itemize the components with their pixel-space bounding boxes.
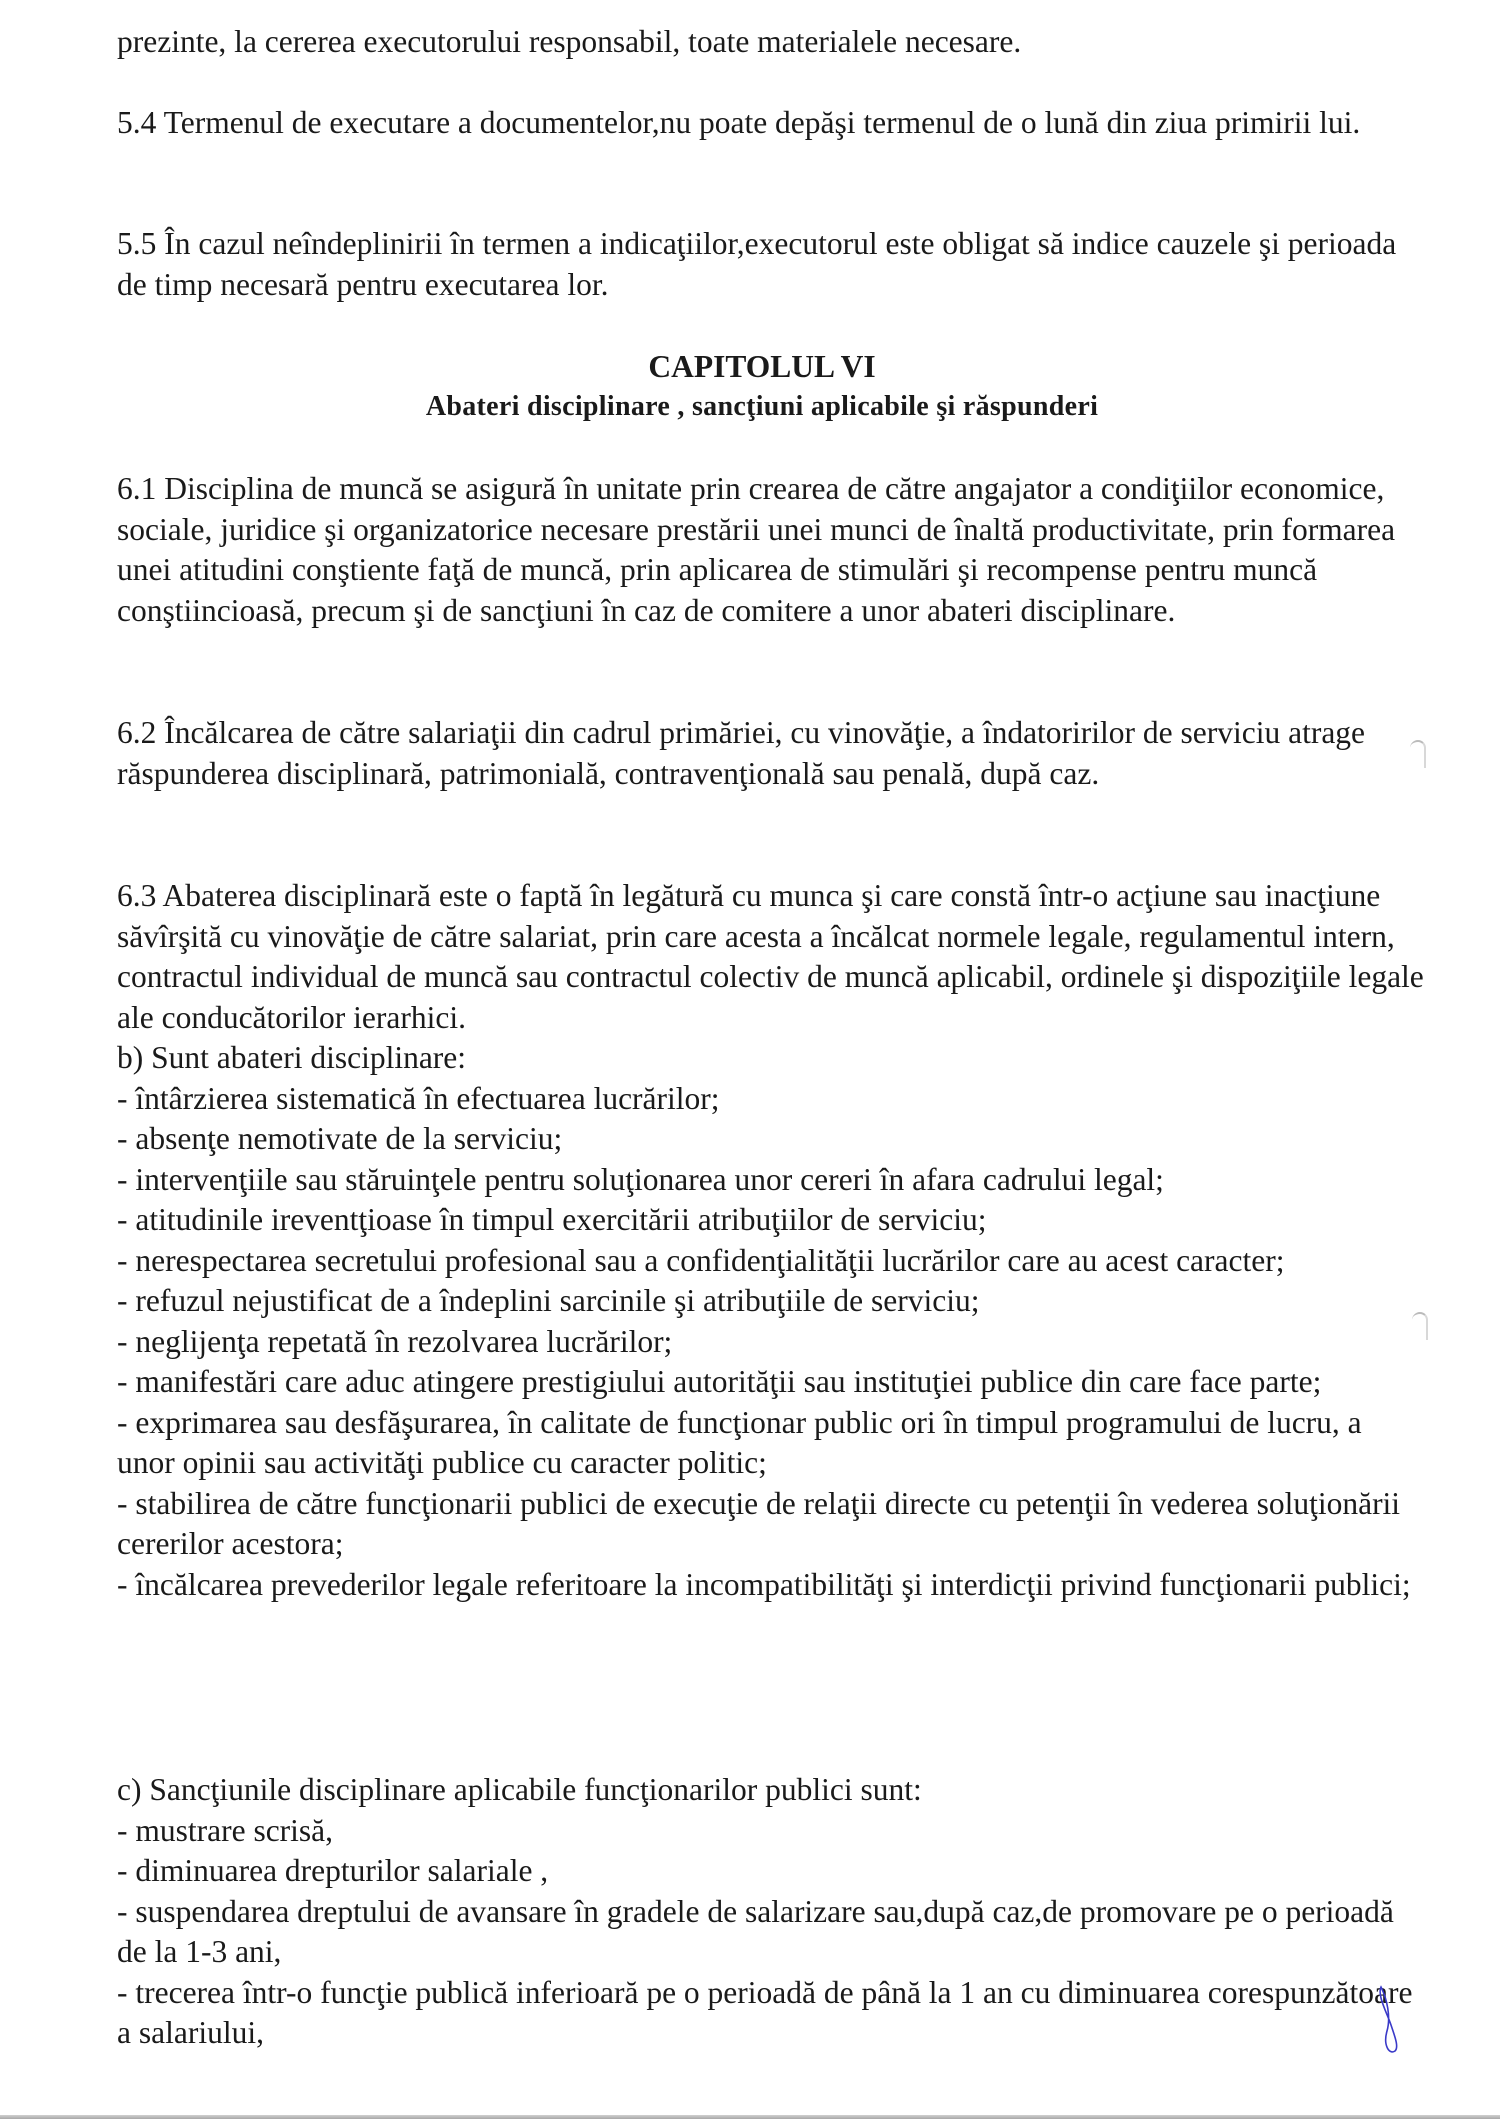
list-b xyxy=(117,1038,1417,1605)
paragraph-6-1-text: 6.1 Disciplina de muncă se asigură în unitate prin crearea de către angajator a condiţiilor economice, sociale, juridice şi organizatorice necesare prestării unei munci de înaltă productivitate, prin formarea unei atitudini conştiente faţă de muncă, prin aplicarea de stimulări şi recompense pentru muncă conştiincioasă, precum şi de sancţiuni în caz de comitere a unor abateri disciplinare. xyxy=(117,471,1396,628)
list-item: - mustrare scrisă, xyxy=(117,1812,334,1848)
list-item: - suspendarea dreptului de avansare în gradele de salarizare sau,după caz,de promovare pe o perioadă de la 1-3 ani, xyxy=(117,1893,1394,1969)
scan-margin-mark xyxy=(1410,740,1426,768)
list-item: - stabilirea de către funcţionarii publici de execuţie de relaţii directe cu petenţii în vederea soluţionării cererilor acestora; xyxy=(117,1485,1401,1561)
scan-margin-mark xyxy=(1412,1312,1428,1340)
list-item: - diminuarea drepturilor salariale , xyxy=(117,1853,549,1888)
list-item: - întârzierea sistematică în efectuarea lucrărilor; xyxy=(117,1080,720,1116)
list-item: - trecerea într-o funcţie publică inferioară pe o perioadă de până la 1 an cu diminuarea corespunzătoare a salariului, xyxy=(117,1974,1413,2050)
list-item: - exprimarea sau desfăşurarea, în calitate de funcţionar public ori în timpul programului de lucru, a unor opinii sau activităţi publice cu caracter politic; xyxy=(117,1404,1362,1480)
signature-stroke xyxy=(1380,1987,1397,2052)
list-item: - atitudinile ireventţioase în timpul exercitării atribuţiilor de serviciu; xyxy=(117,1202,987,1237)
paragraph-5-4 xyxy=(117,103,1417,144)
list-c-heading: c) Sancţiunile disciplinare aplicabile funcţionarilor publici sunt: xyxy=(117,1772,922,1807)
intro-paragraph xyxy=(117,22,1407,63)
paragraph-6-3-text: 6.3 Abaterea disciplinară este o faptă în legătură cu munca şi care constă într-o acţiune sau inacţiune săvîrşită cu vinovăţie de către salariat, prin care acesta a încălcat normele legale, regulamentul intern, contractul individual de muncă sau contractul colectiv de muncă aplicabil, ordinele şi dispoziţiile legale ale conducătorilor ierarhici. xyxy=(117,878,1424,1035)
paragraph-6-2-text: 6.2 Încălcarea de către salariaţii din cadrul primăriei, cu vinovăţie, a îndatoririlor de serviciu atrage răspunderea disciplinară, patrimonială, contravenţională sau penală, după caz. xyxy=(117,715,1366,791)
list-c xyxy=(117,1770,1427,2054)
paragraph-5-5-text: 5.5 În cazul neîndeplinirii în termen a indicaţiilor,executorul este obligat să indice cauzele şi perioada de timp necesară pentru executarea lor. xyxy=(117,226,1397,302)
list-item: - nerespectarea secretului profesional sau a confidenţialităţii lucrărilor care au acest caracter; xyxy=(117,1242,1285,1278)
handwritten-initial-signature xyxy=(1375,1985,1405,2055)
intro-line: prezinte, la cererea executorului responsabil, toate materialele necesare. xyxy=(117,24,1022,59)
list-item: - neglijenţa repetată în rezolvarea lucrărilor; xyxy=(117,1323,673,1359)
paragraph-6-1 xyxy=(117,469,1417,631)
list-item: - încălcarea prevederilor legale referitoare la incompatibilităţi şi interdicţii privind funcţionarii publici; xyxy=(117,1566,1411,1602)
chapter-subtitle: Abateri disciplinare , sancţiuni aplicabile şi răspunderi xyxy=(425,391,1099,422)
paragraph-6-2 xyxy=(117,713,1407,794)
paragraph-5-4-text: 5.4 Termenul de executare a documentelor,nu poate depăşi termenul de o lună din ziua primirii lui. xyxy=(117,105,1361,140)
list-b-heading: b) Sunt abateri disciplinare: xyxy=(117,1040,467,1075)
list-item: - refuzul nejustificat de a îndeplini sarcinile şi atribuţiile de serviciu; xyxy=(117,1283,980,1318)
chapter-title: CAPITOLUL VI xyxy=(648,349,876,384)
list-item: - manifestări care aduc atingere prestigiului autorităţii sau instituţiei publice din care face parte; xyxy=(117,1364,1322,1399)
paragraph-6-3 xyxy=(117,876,1437,1038)
list-item: - absenţe nemotivate de la serviciu; xyxy=(117,1121,563,1156)
paragraph-5-5 xyxy=(117,224,1427,305)
list-item: - intervenţiile sau stăruinţele pentru soluţionarea unor cereri în afara cadrului legal; xyxy=(117,1161,1164,1197)
scan-bottom-edge xyxy=(0,2115,1500,2119)
